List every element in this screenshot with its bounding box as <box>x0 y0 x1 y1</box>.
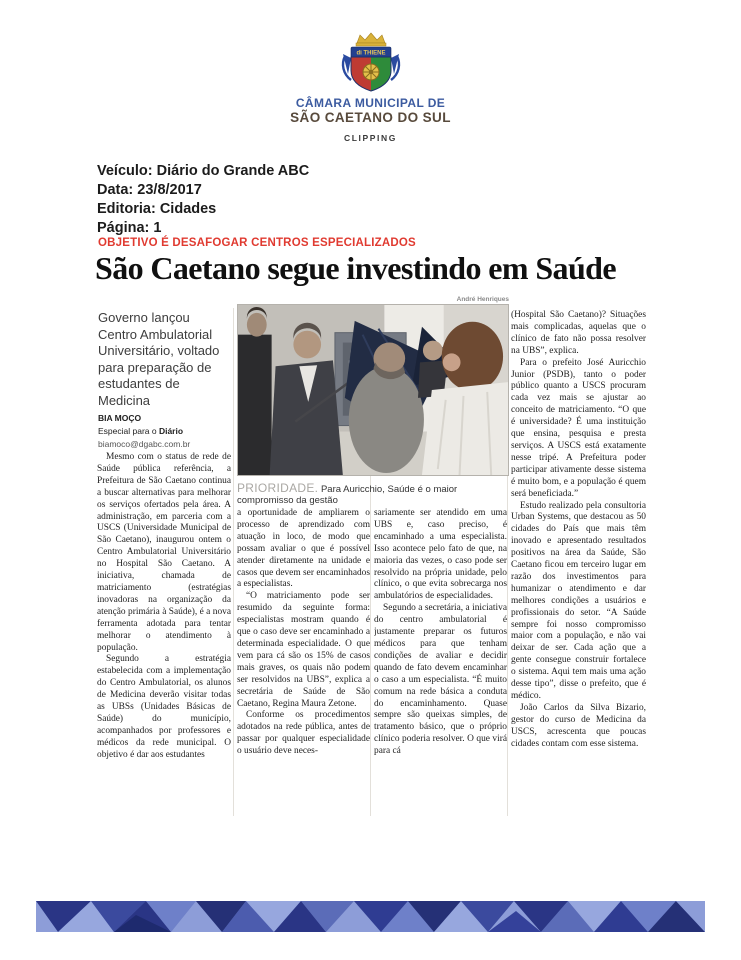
article-subheadline: Governo lançou Centro Ambulatorial Universitário, voltado para preparação de estudantes de Medicina <box>98 310 220 408</box>
meta-editoria: Editoria: Cidades <box>97 201 217 217</box>
photo-credit: André Henriques <box>456 296 509 303</box>
meta-data: Data: 23/8/2017 <box>97 182 202 198</box>
crest-banner-text: di THIENE <box>356 50 386 57</box>
doc-type-label: CLIPPING <box>344 133 397 143</box>
article-paragraph: Estudo realizado pela consultoria Urban Systems, que destacou as 50 cidades do País que mais têm inovado e apresentado resultados positivos na área da Saúde, São Caetano ficou em terceiro lugar em razão dos investimentos para humanizar o atendimento e dar melhores condições a usuários e profissionais do setor. “A Saúde sempre foi nosso compromisso maior com a população, e não vai deixar de ser. Cada ação que a gente consegue construir fortalece o sistema. Aqui tem mais uma ação desse tipo”, disse o prefeito, que é médico. <box>511 500 646 701</box>
article-paragraph: Para o prefeito José Auricchio Junior (PSDB), tanto o poder público quanto a USCS procuram cada vez mais se ajustar ao conceito de matriciamento. “O que é universidade? É uma instituição que ensina, pesquisa e presta serviços. A USCS está exatamente nesse tripé. A Prefeitura poder participar ativamente desse sistema é muito bom, e a população é quem será beneficiada.” <box>511 357 646 499</box>
article-paragraph: (Hospital São Caetano)? Situações mais complicadas, aquelas que o clínico de fato não possa resolver na UBS”, explica. <box>511 310 646 356</box>
org-name-line2: SÃO CAETANO DO SUL <box>290 110 451 125</box>
photo-caption-lead: PRIORIDADE. <box>237 481 319 495</box>
meta-veiculo: Veículo: Diário do Grande ABC <box>97 163 310 179</box>
byline-email: biamoco@dgabc.com.br <box>98 439 191 449</box>
article-paragraph: Mesmo com o status de rede de Saúde pública referência, a Prefeitura de São Caetano continua a buscar alternativas para melhorar os serviços ofertados pela área. A administração, em parceria com a USCS (Universidade Municipal de São Caetano), inaugurou ontem o Centro Ambulatorial Universitário no Hospital São Caetano. A iniciativa, chamada de matriciamento (estratégias inovadoras na organização da atenção primária à Saúde), é a nova ferramenta adotada para tentar melhorar o atendimento à população. <box>97 452 231 653</box>
column-rule <box>233 308 234 816</box>
photo-caption: PRIORIDADE. Para Auricchio, Saúde é o maior compromisso da gestão <box>237 481 458 506</box>
org-name-line1: CÂMARA MUNICIPAL DE <box>295 96 446 110</box>
article-column-2 <box>237 508 370 814</box>
clipping-meta <box>97 162 309 238</box>
article-paragraph: sariamente ser atendido em uma UBS e, caso preciso, é encaminhado a uma especialista. Isso acontece pelo fato de que, na maioria das vezes, o caso pode ser resolvido na própria unidade, pelo clínico, o que evita sobrecarga nos ambulatórios de especialidades. <box>374 508 507 602</box>
article-column-4 <box>511 310 646 818</box>
article-paragraph: Segundo a estratégia estabelecida com a implementação do Centro Ambulatorial, os alunos de Medicina deverão visitar todas as UBSs (Unidades Básicas de Saúde) do município, acompanhados por professores e médicos da rede municipal. O objetivo é dar aos estudantes <box>97 654 231 760</box>
article-column-1 <box>97 452 231 812</box>
byline-author: BIA MOÇO <box>98 413 142 423</box>
meta-pagina: Página: 1 <box>97 220 162 236</box>
article-column-3 <box>374 508 507 814</box>
article-photo <box>237 304 509 476</box>
article-paragraph: João Carlos da Silva Bizario, gestor do curso de Medicina da USCS, acrescenta que poucas cidades contam com esse sistema. <box>511 702 646 749</box>
article-headline: São Caetano segue investindo em Saúde <box>95 250 616 286</box>
article-kicker: OBJETIVO É DESAFOGAR CENTROS ESPECIALIZADOS <box>98 237 416 249</box>
city-crest-icon <box>339 31 403 93</box>
footer-geometric-banner <box>36 901 705 932</box>
article-paragraph: “O matriciamento pode ser resumido da seguinte forma: especialistas mostram quando é que o caso deve ser encaminhado a determinada especialidade. O que vem para cá são os 15% de casos mais graves, os quais não podem ser resolvidos na UBS”, explica a secretária de Saúde de São Caetano, Regina Maura Zetone. <box>237 591 370 709</box>
article-paragraph: Segundo a secretária, a iniciativa do centro ambulatorial é justamente preparar os futuros médicos para que tenham condições de avaliar e decidir quando de fato devem encaminhar o caso a um especialista. “É muito comum na rede básica a conduta do encaminhamento. Quase sempre são queixas simples, de tratamento básico, que o próprio clínico poderia resolver. O que virá para cá <box>374 603 507 757</box>
byline-role: Especial para o Diário <box>98 426 184 436</box>
article-byline <box>98 412 232 451</box>
article-paragraph: Conforme os procedimentos adotados na rede pública, antes de passar por qualquer especialidade o usuário deve neces- <box>237 710 370 757</box>
article-paragraph: a oportunidade de ampliarem o processo de aprendizado com atuação in loco, de modo que possam avaliar o que é possível atender diretamente na unidade e casos que devem ser encaminhados a especialistas. <box>237 508 370 590</box>
